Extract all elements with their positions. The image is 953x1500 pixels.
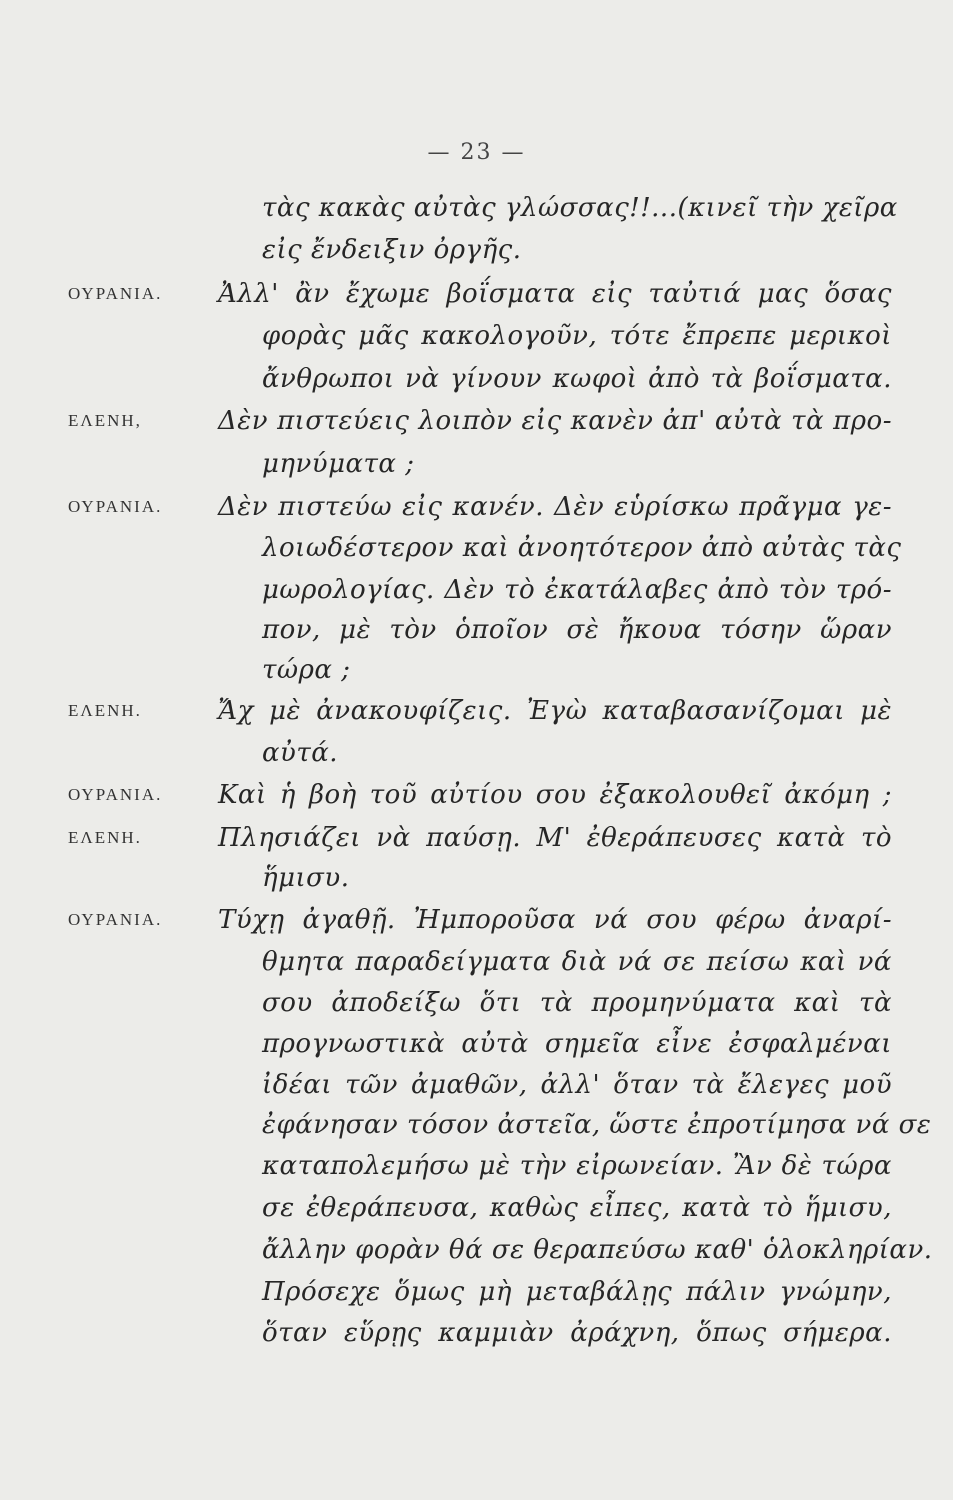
- line-text: εἰς ἔνδειξιν ὀργῆς.: [262, 235, 522, 265]
- text-line: [0, 361, 953, 401]
- text-line: [0, 860, 953, 900]
- line-text: Ἀλλ' ἂν ἔχωμε βοΐσματα εἰς ταὐτιά μας ὅσας: [218, 279, 892, 309]
- line-text: φορὰς μᾶς κακολογοῦν, τότε ἔπρεπε μερικοὶ: [262, 321, 892, 351]
- speaker-label: ΕΛΕΝΗ.: [68, 701, 142, 720]
- text-line: [0, 1232, 953, 1272]
- line-text: αὐτά.: [262, 738, 339, 768]
- text-line: [0, 232, 953, 272]
- text-line: [0, 1190, 953, 1230]
- text-line: [0, 489, 953, 529]
- line-text: λοιωδέστερον καὶ ἀνοητότερον ἀπὸ αὐτὰς τὰς: [262, 533, 902, 563]
- text-line: [0, 1315, 953, 1355]
- line-text: θμητα παραδείγματα διὰ νά σε πείσω καὶ νά: [262, 947, 892, 977]
- line-text: ἄλλην φορὰν θά σε θεραπεύσω καθ' ὁλοκληρίαν.: [262, 1235, 933, 1265]
- line-text: ἰδέαι τῶν ἀμαθῶν, ἀλλ' ὅταν τὰ ἔλεγες μοῦ: [262, 1070, 892, 1100]
- line-text: ἐφάνησαν τόσον ἀστεῖα, ὥστε ἐπροτίμησα νά σε: [262, 1110, 932, 1140]
- line-text: σου ἀποδείξω ὅτι τὰ προμηνύματα καὶ τὰ: [262, 988, 892, 1018]
- line-text: Τύχῃ ἀγαθῇ. Ἠμποροῦσα νά σου φέρω ἀναρί-: [218, 905, 892, 935]
- line-text: ὅταν εὕρῃς καμμιὰν ἀράχνη, ὅπως σήμερα.: [262, 1318, 892, 1348]
- line-text: τώρα ;: [262, 655, 351, 685]
- line-text: Καὶ ἡ βοὴ τοῦ αὐτίου σου ἐξακολουθεῖ ἀκόμη ;: [218, 780, 892, 810]
- speaker-label: ΟΥΡΑΝΙΑ.: [68, 910, 163, 929]
- speaker-label: ΕΛΕΝΗ.: [68, 828, 142, 847]
- text-line: [0, 820, 953, 860]
- line-text: Δὲν πιστεύω εἰς κανέν. Δὲν εὑρίσκω πρᾶγμα γε-: [218, 492, 892, 522]
- text-line: [0, 276, 953, 316]
- line-text: μωρολογίας. Δὲν τὸ ἐκατάλαβες ἀπὸ τὸν τρό-: [262, 575, 892, 605]
- line-text: προγνωστικὰ αὐτὰ σημεῖα εἶνε ἐσφαλμέναι: [262, 1029, 892, 1059]
- line-text: πον, μὲ τὸν ὁποῖον σὲ ἤκουα τόσην ὥραν: [262, 615, 892, 645]
- text-line: [0, 652, 953, 692]
- text-line: [0, 735, 953, 775]
- text-line: [0, 403, 953, 443]
- line-text: Δὲν πιστεύεις λοιπὸν εἰς κανὲν ἀπ' αὐτὰ τὰ προ-: [218, 406, 892, 436]
- line-text: Πρόσεχε ὅμως μὴ μεταβάλῃς πάλιν γνώμην,: [262, 1277, 892, 1307]
- line-text: Πλησιάζει νὰ παύσῃ. Μ' ἐθεράπευσες κατὰ τὸ: [218, 823, 892, 853]
- text-line: [0, 902, 953, 942]
- speaker-label: ΕΛΕΝΗ,: [68, 411, 142, 430]
- text-line: [0, 1026, 953, 1066]
- text-line: [0, 530, 953, 570]
- text-line: [0, 777, 953, 817]
- text-line: [0, 318, 953, 358]
- line-text: Ἄχ μὲ ἀνακουφίζεις. Ἐγὼ καταβασανίζομαι μὲ: [218, 696, 892, 726]
- text-line: [0, 693, 953, 733]
- text-line: [0, 1067, 953, 1107]
- text-line: [0, 612, 953, 652]
- line-text: μηνύματα ;: [262, 449, 415, 479]
- line-text: ἄνθρωποι νὰ γίνουν κωφοὶ ἀπὸ τὰ βοΐσματα.: [262, 364, 892, 394]
- line-text: τὰς κακὰς αὐτὰς γλώσσας!!...(κινεῖ τὴν χεῖρα: [262, 193, 898, 223]
- speaker-label: ΟΥΡΑΝΙΑ.: [68, 785, 163, 804]
- line-text: ἥμισυ.: [262, 863, 350, 893]
- text-line: [0, 1274, 953, 1314]
- text-line: [0, 944, 953, 984]
- text-line: [0, 985, 953, 1025]
- line-text: καταπολεμήσω μὲ τὴν εἰρωνείαν. Ἂν δὲ τώρα: [262, 1151, 892, 1181]
- text-line: [0, 446, 953, 486]
- page-number: — 23 —: [427, 140, 526, 165]
- speaker-label: ΟΥΡΑΝΙΑ.: [68, 497, 163, 516]
- line-text: σε ἐθεράπευσα, καθὼς εἶπες, κατὰ τὸ ἥμισυ,: [262, 1193, 892, 1223]
- text-line: [0, 1107, 953, 1147]
- speaker-label: ΟΥΡΑΝΙΑ.: [68, 284, 163, 303]
- text-line: [0, 572, 953, 612]
- text-line: [0, 190, 953, 230]
- text-line: [0, 1148, 953, 1188]
